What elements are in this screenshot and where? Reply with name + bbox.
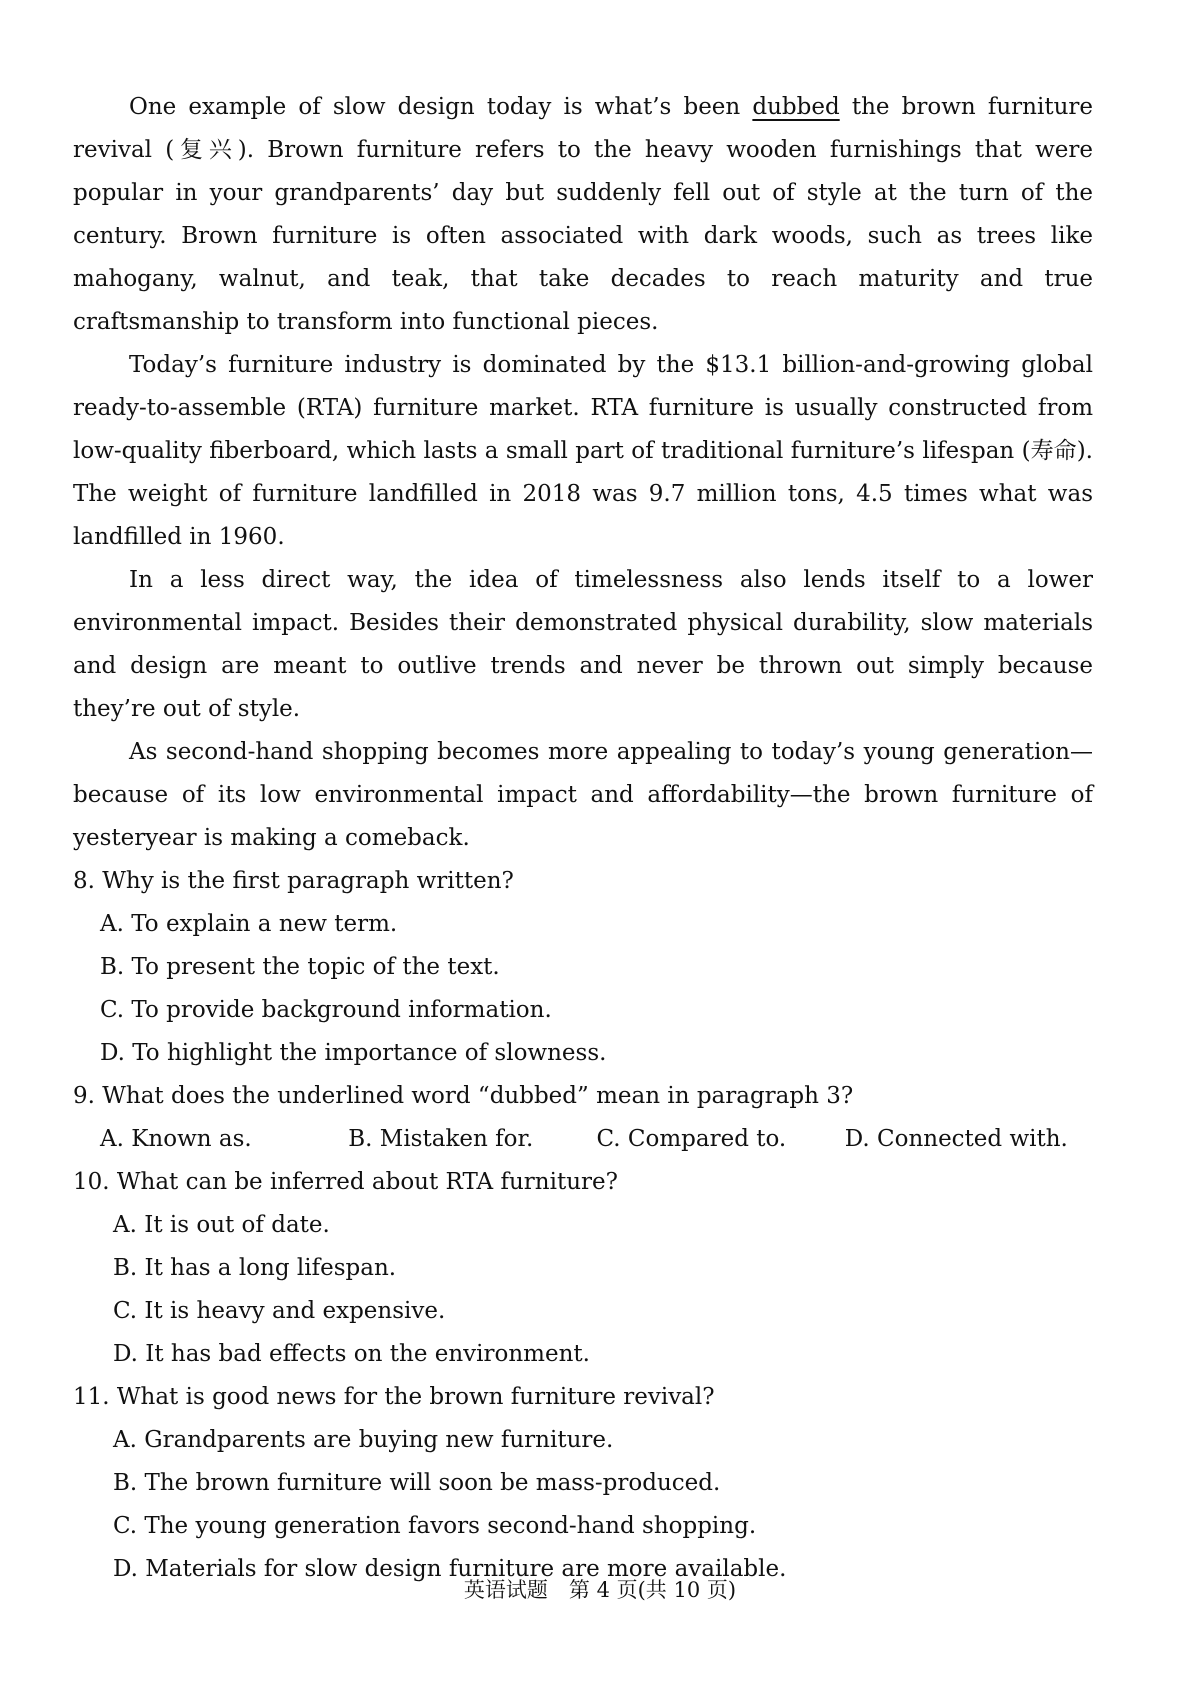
underlined-word: dubbed xyxy=(752,94,840,120)
question-9-option-b: B. Mistaken for. xyxy=(348,1126,534,1152)
question-10-option-c: C. It is heavy and expensive. xyxy=(113,1298,446,1324)
question-8-stem: 8. Why is the first paragraph written? xyxy=(73,868,514,894)
question-10-options xyxy=(73,1204,1093,1376)
exam-page xyxy=(73,86,1093,1591)
question-9-option-d: D. Connected with. xyxy=(844,1126,1068,1152)
question-11-option-b: B. The brown furniture will soon be mass-produced. xyxy=(113,1470,721,1496)
question-8-option-a: A. To explain a new term. xyxy=(100,911,398,937)
p1-text-after: the brown furniture revival (复兴). Brown furniture refers to the heavy wooden furnishings that were popular in your grandparents’ day but suddenly fell out of style at the turn of the century. Brown furniture is often associated with dark woods, such as trees like mahogany, walnut, and teak, that take decades to reach maturity and true craftsmanship to transform into functional pieces. xyxy=(73,94,1093,335)
question-11-options xyxy=(73,1419,1093,1591)
question-11-option-c: C. The young generation favors second-hand shopping. xyxy=(113,1513,757,1539)
passage-paragraph-3: In a less direct way, the idea of timelessness also lends itself to a lower environmental impact. Besides their demonstrated physical durability, slow materials and design are meant to outlive trends and never be thrown out simply because they’re out of style. xyxy=(73,567,1093,722)
passage-paragraph-1 xyxy=(73,86,1093,344)
question-8-option-c: C. To provide background information. xyxy=(100,997,552,1023)
question-9-option-a: A. Known as. xyxy=(100,1126,252,1152)
question-9-options xyxy=(73,1118,1093,1161)
question-10-stem: 10. What can be inferred about RTA furniture? xyxy=(73,1169,618,1195)
question-8-option-b: B. To present the topic of the text. xyxy=(100,954,500,980)
passage-paragraph-4: As second-hand shopping becomes more appealing to today’s young generation—because of its low environmental impact and affordability—the brown furniture of yesteryear is making a comeback. xyxy=(73,739,1093,851)
question-10-option-a: A. It is out of date. xyxy=(113,1212,330,1238)
question-10-option-d: D. It has bad effects on the environment. xyxy=(113,1341,590,1367)
question-11-option-d: D. Materials for slow design furniture are more available. xyxy=(113,1556,787,1582)
page-footer: 英语试题 第 4 页(共 10 页) xyxy=(463,1578,737,1602)
question-8-options xyxy=(73,903,1093,1075)
question-9-stem: 9. What does the underlined word “dubbed” mean in paragraph 3? xyxy=(73,1083,854,1109)
question-11-stem: 11. What is good news for the brown furniture revival? xyxy=(73,1384,715,1410)
question-9-option-c: C. Compared to. xyxy=(596,1126,787,1152)
question-10-option-b: B. It has a long lifespan. xyxy=(113,1255,397,1281)
p1-text-before: One example of slow design today is what’s been xyxy=(129,94,753,120)
question-8-option-d: D. To highlight the importance of slowness. xyxy=(100,1040,607,1066)
passage-paragraph-2: Today’s furniture industry is dominated by the $13.1 billion-and-growing global ready-to-assemble (RTA) furniture market. RTA furniture is usually constructed from low-quality fiberboard, which lasts a small part of traditional furniture’s lifespan (寿命). The weight of furniture landfilled in 2018 was 9.7 million tons, 4.5 times what was landfilled in 1960. xyxy=(73,352,1093,550)
question-11-option-a: A. Grandparents are buying new furniture. xyxy=(113,1427,614,1453)
